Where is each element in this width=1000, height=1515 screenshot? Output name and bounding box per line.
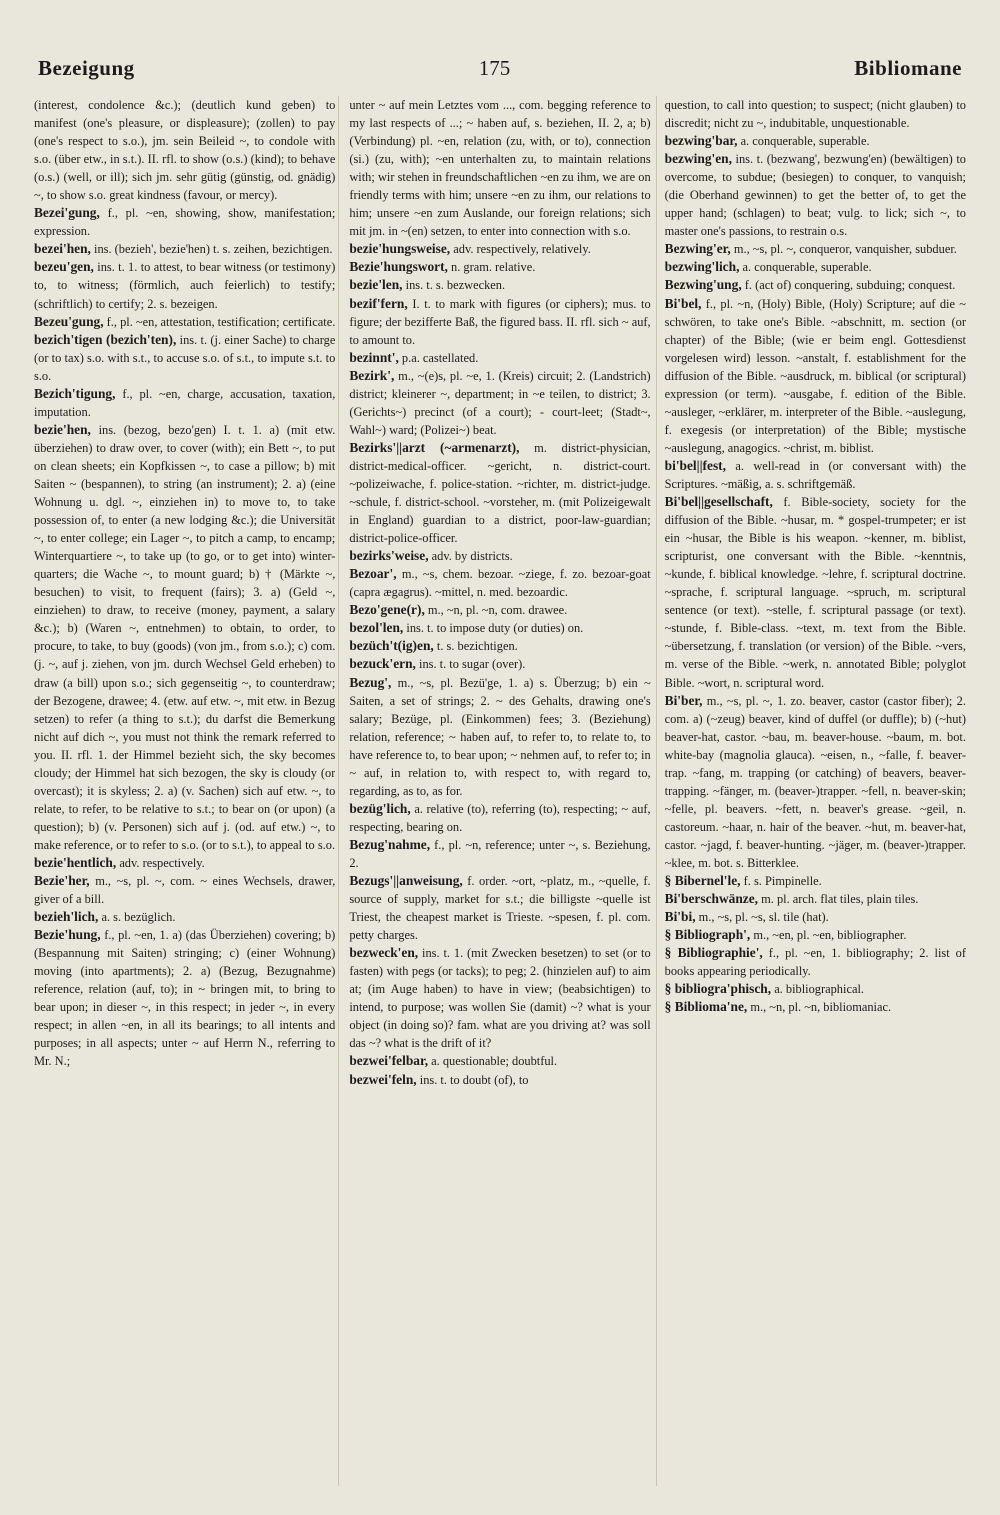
entry-headword: bezwei'felbar, <box>349 1053 429 1069</box>
entry-headword: Bezwing'ung, <box>664 277 742 293</box>
dictionary-entry <box>349 367 650 439</box>
entry-headword: bezwing'en, <box>664 151 732 167</box>
entry-definition: f. Bible-society, society for the diffusion of the Bible. ~husar, m. * gospel-trumpeter; er ist ein ~husar, the Bible is his weapon. ~kenner, m. biblist, scripturist, one conversant with the Bible. ~kenntnis, ~kunde, f. biblical knowledge. ~lehre, f. scriptural doctrine. ~sprache, f. scriptural language. ~spruch, m. scriptural sentence (or text). ~stelle, f. scriptural passage (or text). ~stunde, f. Bible-class. ~text, m. text from the Bible. ~übersetzung, f. translation (or version) of the Bible. ~vers, m. verse of the Bible. ~werk, n. annotated Bible; polyglot Bible. ~wort, n. scriptural word. <box>664 495 966 690</box>
dictionary-entry <box>665 908 966 926</box>
entry-headword: Bezie'hung, <box>34 927 101 943</box>
entry-definition: ins. t. s. bezwecken. <box>405 278 506 293</box>
dictionary-entry <box>349 836 650 872</box>
dictionary-entry <box>665 998 966 1016</box>
dictionary-entry <box>665 276 966 294</box>
entry-headword: bezie'hungsweise, <box>349 241 451 257</box>
column-3 <box>665 96 966 1486</box>
entry-definition: ins. t. 1. (mit Zwecken besetzen) to set (or to fasten) with pegs (or tacks); to peg; 2. (hinzielen auf) to aim at; (im Auge haben) to have in view; (beabsichtigen) to intend, to purpose; was wollen Sie (damit) ~? what is your object (in doing so)? fam. what are you driving at? was soll das ~? what is the drift of it? <box>349 946 651 1051</box>
entry-headword: Bezoar', <box>349 566 397 582</box>
dictionary-entry <box>349 674 650 800</box>
entry-definition: m., ~s, pl. Bezü'ge, 1. a) s. Überzug; b) ein ~ Saiten, a set of strings; 2. ~ des Gehalts, drawing one's salary; Bezüge, pl. (Einkommen) fees; 3. (Beziehung) relation, reference; ~ haben auf, to refer to, to relate to, to have reference to, to bear upon; ~ nehmen auf, to refer to; in ~ auf, in relation to, with respect to, with regard to, regarding, as to, as for. <box>349 675 651 798</box>
entry-headword: § Bibernel'le, <box>664 873 741 889</box>
entry-definition: ins. t. (bezwang', bezwung'en) (bewältigen) to overcome, to subdue; (besiegen) to conquer, to vanquish; (die Oberhand gewinnen) to get the better of, to get the upper hand; (schlagen) to beat; vulg. to lick; sich ~, to master one's passions, to restrain o.s. <box>664 152 966 239</box>
entry-headword: bezeu'gen, <box>34 259 94 275</box>
entry-headword: bezüg'lich, <box>349 800 411 816</box>
dictionary-entry <box>665 295 966 457</box>
entry-headword: Bi'bi, <box>664 909 696 925</box>
entry-headword: bi'bel||fest, <box>664 457 726 473</box>
entry-headword: bezuck'ern, <box>349 656 416 672</box>
entry-headword: Bezie'her, <box>34 873 90 889</box>
dictionary-columns <box>34 96 966 1486</box>
right-running-headword: Bibliomane <box>854 56 962 80</box>
dictionary-entry <box>665 258 966 276</box>
entry-definition: I. t. to mark with figures (or ciphers); mus. to figure; der bezifferte Baß, the figured bass. II. rfl. sich ~ auf, to amount to. <box>349 296 651 347</box>
entry-definition: a. relative (to), referring (to), respecting; ~ auf, respecting, bearing on. <box>349 801 651 834</box>
page-header <box>38 56 962 86</box>
entry-definition: a. conquerable, superable. <box>742 260 872 275</box>
entry-definition: f., pl. ~en, showing, show, manifestation; expression. <box>34 206 336 239</box>
dictionary-entry <box>34 258 335 312</box>
dictionary-entry <box>349 276 650 294</box>
entry-headword: bezweck'en, <box>349 945 419 961</box>
entry-definition: m., ~en, pl. ~en, bibliographer. <box>753 928 907 943</box>
dictionary-entry <box>349 240 650 258</box>
entry-definition: t. s. bezichtigen. <box>436 639 518 654</box>
dictionary-entry <box>349 1071 650 1089</box>
entry-definition: m., ~s, pl. ~, 1. zo. beaver, castor (castor fiber); 2. com. a) (~zeug) beaver, kind of duffel (or duffle); b) (~hut) beaver-hat, castor. ~bau, m. beaver-house. ~baum, m. bot. white-bay (magnolia glauca). ~eisen, n., ~falle, f. beaver-trap. ~fang, m. trapping (or catching) of beavers, beaver-trapping. ~fänger, m. (beaver-)trapper. ~fell, n. beaver-skin; ~felle, pl. beavers. ~fett, n. beaver's grease. ~geil, n. castoreum. ~haar, n. hair of the beaver. ~hut, m. beaver-hat, castor. ~jagd, f. beaver-hunting. ~jäger, m. (beaver-)trapper. ~klee, m. bot. s. Bitterklee. <box>664 693 966 870</box>
entry-headword: Bi'ber, <box>664 692 703 708</box>
entry-headword: Bezich'tigung, <box>34 385 116 401</box>
dictionary-entry <box>34 313 335 331</box>
entry-headword: Bezirk', <box>349 367 395 383</box>
dictionary-entry <box>349 565 650 601</box>
dictionary-entry <box>34 204 335 240</box>
dictionary-entry <box>34 854 335 872</box>
entry-definition: p.a. castellated. <box>401 350 479 365</box>
dictionary-entry <box>665 150 966 240</box>
entry-headword: bezif'fern, <box>349 295 408 311</box>
entry-definition: f., pl. ~n, reference; unter ~, s. Beziehung, 2. <box>349 837 651 870</box>
dictionary-entry <box>349 349 650 367</box>
entry-headword: Bezug'nahme, <box>349 836 431 852</box>
entry-definition: f. (act of) conquering, subduing; conquest. <box>744 278 956 293</box>
entry-headword: bezieh'lich, <box>34 909 99 925</box>
entry-definition: m., ~s, pl. ~, com. ~ eines Wechsels, drawer, giver of a bill. <box>34 874 336 907</box>
dictionary-entry <box>665 872 966 890</box>
entry-headword: Bezirks'||arzt (~armenarzt), <box>349 439 520 455</box>
entry-definition: f., pl. ~en, attestation, testification; certificate. <box>106 314 336 329</box>
entry-headword: Bi'bel, <box>664 295 702 311</box>
dictionary-entry <box>665 457 966 493</box>
entry-definition: f. s. Pimpinelle. <box>743 874 822 889</box>
entry-definition: f., pl. ~n, (Holy) Bible, (Holy) Scripture; auf die ~ schwören, to take one's Bible. ~abschnitt, m. section (or chapter) of the Bible; (wie er beim engl. Gottesdienst vorgelesen wird) lesson. ~anstalt, f. establishment for the diffusion of the Bible. ~ausdruck, m. biblical (or scriptural) expression (or term). ~ausgabe, f. edition of the Bible. ~ausleger, ~erklärer, m. interpreter of the Bible. ~auslegung, f. exegesis (or interpretation) of the Bible; mystische ~auslegung, anagogics. ~christ, m. biblist. <box>664 296 966 455</box>
entry-definition: a. well-read in (or conversant with) the Scriptures. ~mäßig, a. s. schriftgemäß. <box>664 458 966 491</box>
entry-definition: ins. t. to doubt (of), to <box>419 1072 529 1087</box>
page-number: 175 <box>478 56 511 80</box>
dictionary-entry <box>349 96 650 240</box>
dictionary-entry <box>34 926 335 1070</box>
entry-headword: Bezwing'er, <box>664 241 731 257</box>
entry-headword: bezie'hen, <box>34 421 91 437</box>
dictionary-entry <box>349 800 650 836</box>
entry-definition: a. questionable; doubtful. <box>431 1054 558 1069</box>
entry-definition: n. gram. relative. <box>451 260 536 275</box>
dictionary-entry <box>349 944 650 1052</box>
entry-definition: f., pl. ~en, 1. a) (das Überziehen) covering; b) (Bespannung mit Saiten) stringing; c) (einer Wohnung) moving (into apartments); 2. a) (Bezug, Bezugnahme) reference, relation (auf, to); in ~ bringen mit, to bring to bear upon; in dieser ~, in this respect; in jeder ~, in every respect; in allen ~en, in all its bearings; to all intents and purposes; in all aspects; unter ~ auf Herrn N., referring to Mr. N.; <box>34 928 336 1069</box>
dictionary-entry <box>349 637 650 655</box>
entry-headword: bezwei'feln, <box>349 1071 417 1087</box>
dictionary-entry <box>665 493 966 692</box>
dictionary-entry <box>665 96 966 132</box>
dictionary-entry <box>349 258 650 276</box>
entry-definition: m. district-physician, district-medical-officer. ~gericht, n. district-court. ~polizeiwache, f. police-station. ~richter, m. district-judge. ~schule, f. district-school. ~vorsteher, m. (mit Polizeigewalt in England) guardian to a district, poor-law-guardian; district-police-officer. <box>349 440 651 546</box>
entry-definition: (interest, condolence &c.); (deutlich kund geben) to manifest (one's pleasure, or displeasure); (zollen) to pay (one's respect to s.o.), jm. sein Beileid ~, to condole with s.o. (über etw., in s.t.). II. rfl. to show (o.s.) (kind); to behave (o.s.) (well, or ill); sich jm. sehr gütig (günstig, od. gnädig) ~, to show s.o. great kindness (favour, or mercy). <box>34 98 336 203</box>
entry-definition: f. order. ~ort, ~platz, m., ~quelle, f. source of supply, market for s.t.; die billigste ~quelle ist Triest, the cheapest market is Trieste. ~spesen, f. pl. com. petty charges. <box>349 874 651 943</box>
entry-definition: m., ~s, pl. ~s, sl. tile (hat). <box>698 910 829 925</box>
entry-headword: Bezeu'gung, <box>34 313 104 329</box>
entry-definition: ins. t. to sugar (over). <box>419 657 526 672</box>
entry-headword: Bezugs'||anweisung, <box>349 873 463 889</box>
entry-definition: a. conquerable, superable. <box>740 134 870 149</box>
entry-headword: Bi'bel||gesellschaft, <box>664 494 773 510</box>
dictionary-entry <box>349 439 650 547</box>
dictionary-entry <box>34 908 335 926</box>
dictionary-entry <box>349 872 650 944</box>
entry-headword: § bibliogra'phisch, <box>664 981 772 997</box>
dictionary-entry <box>349 601 650 619</box>
dictionary-entry <box>349 295 650 349</box>
entry-headword: bezwing'bar, <box>664 133 738 149</box>
entry-definition: adv. respectively. <box>119 855 205 870</box>
entry-definition: unter ~ auf mein Letztes vom ..., com. begging reference to my last respects of ...; ~ haben auf, s. beziehen, II. 2, a; b) (Verbindung) pl. ~en, relation (zu, with, or to), connection (si.) (zu, with); ~en unterhalten zu, to maintain relations with; wir stehen in freundschaftlichen ~en zu ihm, we are on friendly terms with him; unsere ~en zu ihm, our relations to him; unsere ~en zum Auslande, our foreign relations; sich mit jm. in ~(en) setzen, to enter into connection with s.o. <box>349 98 651 239</box>
entry-headword: Bi'berschwänze, <box>664 891 759 907</box>
dictionary-entry <box>34 331 335 385</box>
entry-headword: bezinnt', <box>349 349 399 365</box>
entry-definition: a. bibliographical. <box>774 982 864 997</box>
dictionary-entry <box>665 926 966 944</box>
dictionary-entry <box>665 980 966 998</box>
dictionary-entry <box>34 872 335 908</box>
entry-headword: bezie'hentlich, <box>34 854 117 870</box>
entry-definition: ins. t. to impose duty (or duties) on. <box>406 621 584 636</box>
entry-headword: § Biblioma'ne, <box>664 999 748 1015</box>
dictionary-entry <box>665 944 966 980</box>
dictionary-entry <box>665 890 966 908</box>
entry-definition: m. pl. arch. flat tiles, plain tiles. <box>761 892 919 907</box>
entry-definition: f., pl. ~en, 1. bibliography; 2. list of books appearing periodically. <box>664 946 966 979</box>
dictionary-entry <box>34 385 335 421</box>
entry-definition: ins. t. 1. to attest, to bear witness (or testimony) to, to witness; (förmlich, auch feierlich) to testify; (schriftlich) to certify; 2. s. bezeigen. <box>34 260 336 311</box>
entry-definition: m., ~s, pl. ~, conqueror, vanquisher, subduer. <box>733 242 957 257</box>
entry-headword: bezei'hen, <box>34 241 91 257</box>
entry-definition: m., ~s, chem. bezoar. ~ziege, f. zo. bezoar-goat (capra ægagrus). ~mittel, n. med. bezoardic. <box>349 567 651 600</box>
entry-headword: § Bibliograph', <box>664 927 751 943</box>
entry-definition: m., ~(e)s, pl. ~e, 1. (Kreis) circuit; 2. (Landstrich) district; kleinerer ~, department; in ~e teilen, to district; 3. (Gerichts~) precinct (of a court); - court-leet; (Stadt~, Wahl~) ward; (Polizei~) beat. <box>349 368 651 437</box>
entry-headword: Bezei'gung, <box>34 205 100 221</box>
dictionary-entry <box>349 547 650 565</box>
dictionary-entry <box>349 619 650 637</box>
entry-headword: bezüch't(ig)en, <box>349 638 434 654</box>
entry-definition: m., ~n, pl. ~n, com. drawee. <box>427 603 568 618</box>
dictionary-entry <box>349 1052 650 1070</box>
entry-definition: ins. (bezieh', bezie'hen) t. s. zeihen, bezichtigen. <box>94 242 333 257</box>
entry-definition: ins. t. (j. einer Sache) to charge (or to tax) s.o. with s.t., to accuse s.o. of s.t., to impute s.t. to s.o. <box>34 332 336 383</box>
dictionary-entry <box>349 655 650 673</box>
entry-definition: a. s. bezüglich. <box>101 910 176 925</box>
entry-definition: f., pl. ~en, charge, accusation, taxation, imputation. <box>34 386 336 419</box>
dictionary-entry <box>34 96 335 204</box>
entry-headword: § Bibliographie', <box>664 945 763 961</box>
entry-headword: bezirks'weise, <box>349 548 429 564</box>
entry-definition: question, to call into question; to suspect; (nicht glauben) to discredit; nicht zu ~, indubitable, unquestionable. <box>664 98 966 131</box>
dictionary-entry <box>665 692 966 872</box>
dictionary-entry <box>34 421 335 854</box>
entry-headword: Bezo'gene(r), <box>349 602 425 618</box>
entry-definition: adv. respectively, relatively. <box>453 242 591 257</box>
column-2 <box>349 96 650 1486</box>
entry-definition: adv. by districts. <box>431 549 513 564</box>
entry-headword: bezol'len, <box>349 620 404 636</box>
dictionary-entry <box>665 132 966 150</box>
dictionary-entry <box>665 240 966 258</box>
entry-definition: ins. (bezog, bezo'gen) I. t. 1. a) (mit etw. überziehen) to draw over, to cover (with); ein Bett ~, to put on clean sheets; ein Kopfkissen ~, to case a pillow; b) mit Saiten ~ (bespannen), to string (an instrument); 2. a) (eine Wohnung u. dgl. ~, einziehen in) to move to, to take possession of, to enter (a new lodging &c.); die Universität ~, to enter college; ein Lager ~, to pitch a camp, to encamp; Winterquartiere ~, to take up (to go, or to get into) winter-quarters; die Wache ~, to mount guard; b) † (Märkte ~, besuchen) to visit, to frequent (fairs); 3. a) (Geld ~, einziehen) to draw, to receive (money, payment, a salary &c.); b) (Waren ~, entnehmen) to obtain, to order, to procure, to take, to buy (goods) (von jm., from s.o.); c) com. (j. ~, auf j. ziehen, von jm. durch Wechsel Geld erheben) to draw (a bill) upon s.o.; sich gegenseitig ~, to counterdraw; der Bezogene, drawee; 4. (etw. auf etw. ~, mit etw. in Bezug setzen) to refer (a thing to s.t.); du darfst die Bemerkung nicht auf dich ~, you must not think the remark referred to you. II. rfl. 1. der Himmel bezieht sich, the sky becomes cloudy; der Himmel hat sich bezogen, the sky is cloudy (or overcast); it is skyless; 2. a) (v. Sachen) sich auf etw. ~, to relate, to refer, to be relative to s.t.; to bear on (or upon) (a question); b) (v. Personen) sich auf j. (od. auf etw.) ~, to make reference, or to refer to s.o. (or to s.t.), to appeal to s.o. <box>34 422 336 852</box>
column-1 <box>34 96 335 1486</box>
entry-headword: Bezie'hungswort, <box>349 259 448 275</box>
entry-headword: bezich'tigen (bezich'ten), <box>34 331 177 347</box>
entry-headword: Bezug', <box>349 674 392 690</box>
entry-definition: m., ~n, pl. ~n, bibliomaniac. <box>750 1000 892 1015</box>
entry-headword: bezwing'lich, <box>664 259 740 275</box>
dictionary-entry <box>34 240 335 258</box>
left-running-headword: Bezeigung <box>38 56 135 80</box>
entry-headword: bezie'len, <box>349 277 403 293</box>
